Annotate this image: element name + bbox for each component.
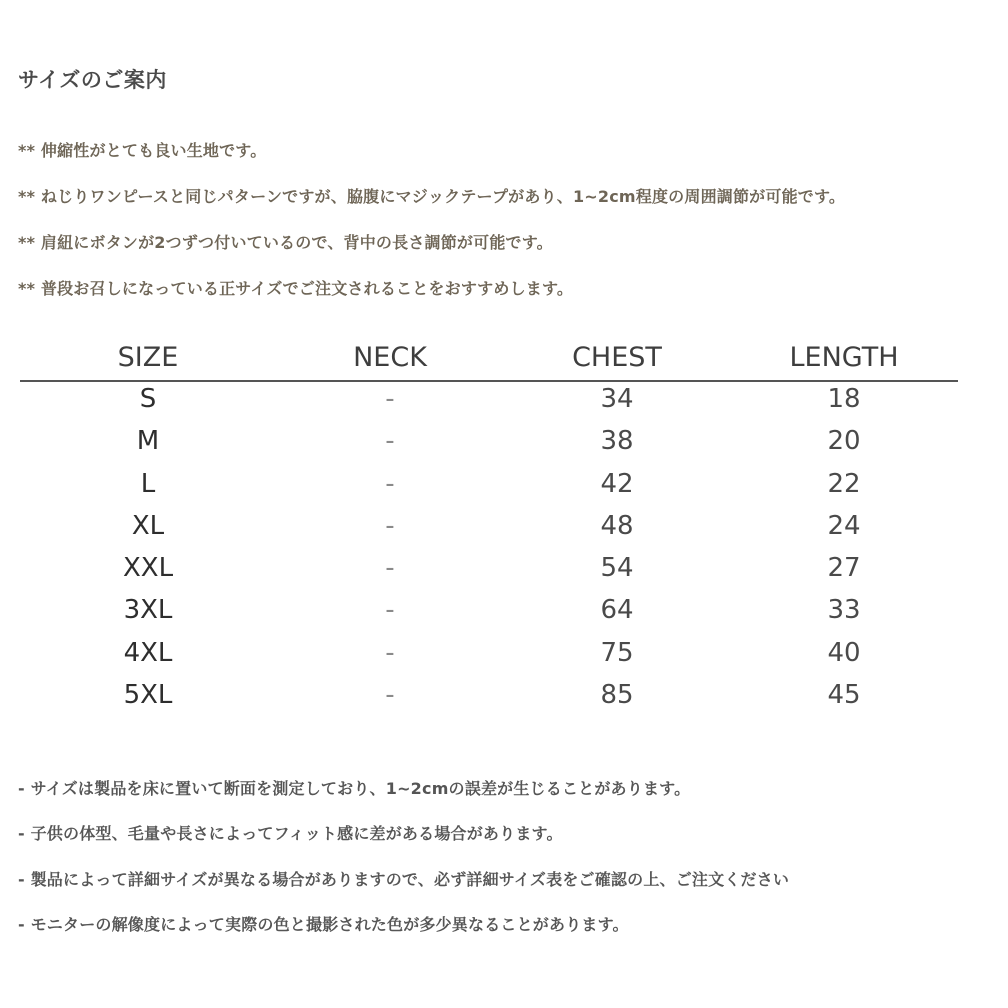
cell-length: 27 bbox=[827, 553, 861, 584]
cell-size: XXL bbox=[122, 553, 174, 584]
cell-neck: - bbox=[385, 384, 395, 414]
cell-chest: 54 bbox=[600, 553, 634, 584]
table-row bbox=[20, 593, 958, 635]
cell-size: S bbox=[139, 384, 157, 414]
cell-length: 33 bbox=[827, 595, 861, 626]
table-row bbox=[20, 424, 958, 466]
cell-neck: - bbox=[385, 426, 395, 457]
footnote-monitor-color: - モニターの解像度によって実際の色と撮影された色が多少異なることがあります。 bbox=[18, 915, 629, 934]
table-row bbox=[20, 551, 958, 593]
header-size: SIZE bbox=[117, 342, 179, 373]
cell-length: 20 bbox=[827, 426, 861, 457]
cell-neck: - bbox=[385, 637, 395, 668]
header-length: LENGTH bbox=[789, 342, 899, 373]
note-shoulder-straps: ** 肩紐にボタンが2つずつ付いているので、背中の長さ調節が可能です。 bbox=[18, 233, 553, 252]
cell-size: 4XL bbox=[123, 637, 173, 668]
cell-neck: - bbox=[385, 468, 395, 499]
table-row bbox=[20, 678, 958, 720]
cell-neck: - bbox=[385, 553, 395, 584]
table-row bbox=[20, 509, 958, 551]
note-recommend-size: ** 普段お召しになっている正サイズでご注文されることをおすすめします。 bbox=[18, 279, 574, 298]
cell-length: 24 bbox=[827, 510, 861, 541]
cell-size: XL bbox=[131, 510, 165, 541]
table-header bbox=[20, 336, 958, 382]
cell-chest: 42 bbox=[600, 468, 634, 499]
cell-neck: - bbox=[385, 680, 395, 711]
cell-chest: 38 bbox=[600, 426, 634, 457]
cell-size: 5XL bbox=[123, 680, 173, 711]
footnote-fit: - 子供の体型、毛量や長さによってフィット感に差がある場合があります。 bbox=[18, 824, 563, 843]
note-stretch: ** 伸縮性がとても良い生地です。 bbox=[18, 141, 267, 160]
footnote-measurement: - サイズは製品を床に置いて断面を測定しており、1~2cmの誤差が生じることがあります。 bbox=[18, 779, 691, 798]
cell-length: 22 bbox=[827, 468, 861, 499]
cell-length: 18 bbox=[827, 384, 861, 414]
cell-chest: 64 bbox=[600, 595, 634, 626]
size-table bbox=[20, 336, 958, 720]
cell-neck: - bbox=[385, 510, 395, 541]
cell-chest: 34 bbox=[600, 384, 634, 414]
page-title: サイズのご案内 bbox=[18, 68, 167, 92]
cell-length: 40 bbox=[827, 637, 861, 668]
table-row bbox=[20, 467, 958, 509]
header-neck: NECK bbox=[353, 342, 427, 373]
cell-neck: - bbox=[385, 595, 395, 626]
cell-size: M bbox=[136, 426, 160, 457]
cell-size: 3XL bbox=[123, 595, 173, 626]
footnote-detail-size: - 製品によって詳細サイズが異なる場合がありますので、必ず詳細サイズ表をご確認の上、ご注文ください bbox=[18, 870, 790, 889]
table-row bbox=[20, 636, 958, 678]
cell-chest: 48 bbox=[600, 510, 634, 541]
header-chest: CHEST bbox=[572, 342, 662, 373]
cell-chest: 75 bbox=[600, 637, 634, 668]
cell-length: 45 bbox=[827, 680, 861, 711]
note-adjustable-waist: ** ねじりワンピースと同じパターンですが、脇腹にマジックテープがあり、1~2cm程度の周囲調節が可能です。 bbox=[18, 187, 846, 206]
table-row bbox=[20, 382, 958, 424]
cell-size: L bbox=[140, 468, 156, 499]
cell-chest: 85 bbox=[600, 680, 634, 711]
